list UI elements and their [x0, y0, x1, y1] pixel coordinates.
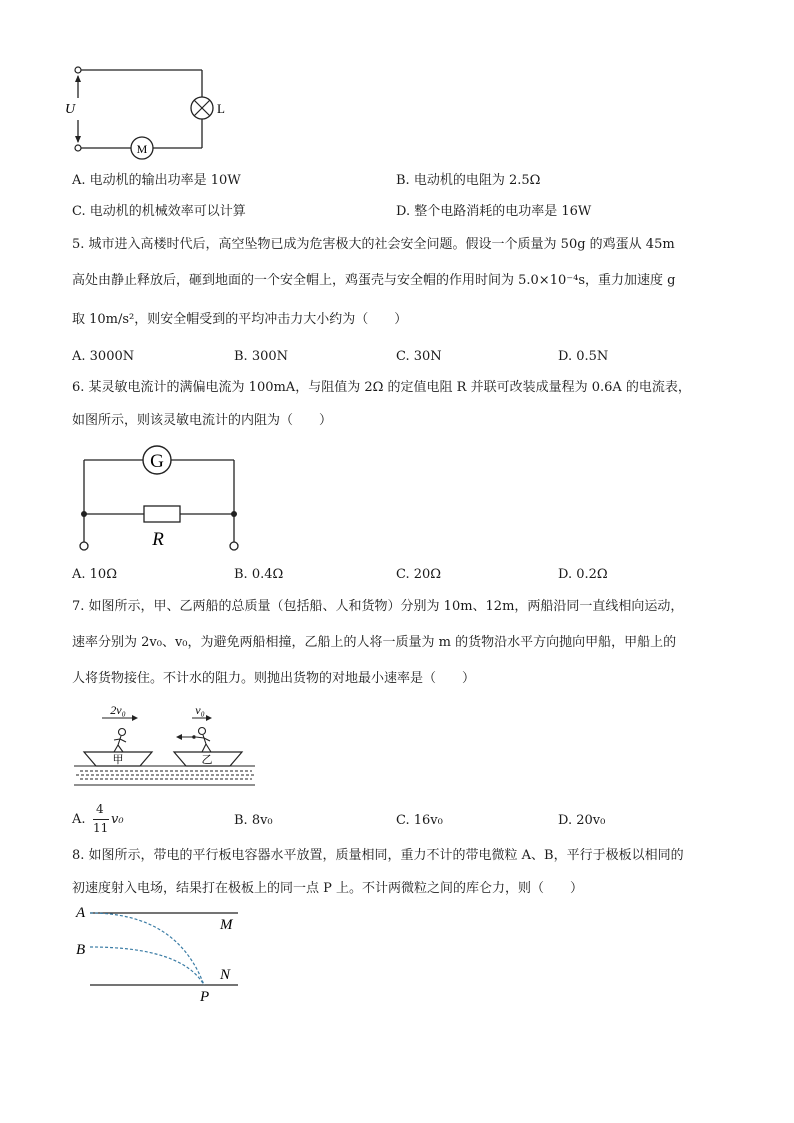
q4-option-d: D. 整个电路消耗的电功率是 16W: [396, 204, 592, 219]
q4-option-a: A. 电动机的输出功率是 10W: [72, 173, 241, 188]
q5-option-c: C. 30N: [396, 349, 442, 364]
trajectory-b: [90, 947, 204, 985]
q5-stem-line-1: 5. 城市进入高楼时代后，高空坠物已成为危害极大的社会安全问题。假设一个质量为 50g 的鸡蛋从 45m: [72, 237, 675, 252]
point-p-label: P: [200, 989, 210, 1005]
plate-m-label: M: [220, 917, 233, 933]
q7-option-a-fraction-bar: [93, 819, 109, 820]
q7-option-a-label: A.: [72, 812, 86, 827]
q6-stem-line-2: 如图所示，则该灵敏电流计的内阻为（ ）: [72, 413, 333, 428]
q5-option-a: A. 3000N: [72, 349, 135, 364]
motor-label: M: [136, 142, 148, 156]
q5-option-d: D. 0.5N: [558, 349, 609, 364]
lamp-icon: [191, 97, 213, 119]
boat-yi-velocity-label: v₀: [195, 703, 205, 717]
q7-option-a-numerator: 4: [96, 802, 104, 816]
q7-stem-line-1: 7. 如图所示，甲、乙两船的总质量（包括船、人和货物）分别为 10m、12m，两船沿同一直线相向运动，: [72, 599, 684, 614]
trajectory-a: [90, 913, 204, 985]
q6-option-d: D. 0.2Ω: [558, 567, 608, 582]
q5-stem-line-2: 高处由静止释放后，砸到地面的一个安全帽上，鸡蛋壳与安全帽的作用时间为 5.0×10⁻⁴s，重力加速度 g: [72, 273, 676, 288]
q5-option-b: B. 300N: [234, 349, 289, 364]
plate-n-label: N: [220, 967, 231, 983]
lamp-label: L: [217, 101, 225, 116]
boat-jia-label: 甲: [112, 754, 124, 766]
boat-yi-label: 乙: [201, 754, 213, 766]
q6-option-c: C. 20Ω: [396, 567, 442, 582]
cargo-icon: [192, 735, 196, 739]
terminal-icon: [230, 542, 238, 550]
q6-galvanometer-circuit: [74, 440, 249, 555]
q4-option-b: B. 电动机的电阻为 2.5Ω: [396, 173, 541, 188]
q7-stem-line-3: 人将货物接住。不计水的阻力。则抛出货物的对地最小速率是（ ）: [72, 671, 476, 686]
resistor-icon: [144, 506, 180, 522]
resistor-label: R: [152, 529, 164, 550]
q7-option-b: B. 8v₀: [234, 813, 273, 828]
particle-a-label: A: [76, 905, 86, 921]
q7-option-a-denominator: 11: [93, 821, 109, 835]
q7-stem-line-2: 速率分别为 2v₀、v₀，为避免两船相撞，乙船上的人将一质量为 m 的货物沿水平方向抛向甲船，甲船上的: [72, 635, 677, 650]
q6-stem-line-1: 6. 某灵敏电流计的满偏电流为 100mA，与阻值为 2Ω 的定值电阻 R 并联可改装成量程为 0.6A 的电流表，: [72, 380, 691, 395]
galvanometer-label: G: [150, 451, 164, 472]
voltage-label: U: [64, 102, 76, 117]
q7-option-c: C. 16v₀: [396, 813, 443, 828]
q8-stem-line-2: 初速度射入电场，结果打在极板上的同一点 P 上。不计两微粒之间的库仑力，则（ ）: [72, 881, 584, 896]
q8-stem-line-1: 8. 如图所示，带电的平行板电容器水平放置，质量相同，重力不计的带电微粒 A、B，平行于极板以相同的: [72, 848, 684, 863]
q7-option-a-variable: v₀: [111, 812, 124, 827]
q7-option-d: D. 20v₀: [558, 813, 606, 828]
q8-capacitor-diagram: [72, 900, 252, 1010]
terminal-icon: [80, 542, 88, 550]
boat-jia-velocity-label: 2v₀: [110, 703, 126, 717]
q4-option-c: C. 电动机的机械效率可以计算: [72, 204, 246, 219]
particle-b-label: B: [76, 942, 86, 958]
q6-option-a: A. 10Ω: [72, 567, 117, 582]
q6-option-b: B. 0.4Ω: [234, 567, 284, 582]
q5-stem-line-3: 取 10m/s²，则安全帽受到的平均冲击力大小约为（ ）: [72, 312, 408, 327]
q4-circuit-diagram: [60, 60, 225, 170]
q7-boats-diagram: [72, 702, 262, 790]
